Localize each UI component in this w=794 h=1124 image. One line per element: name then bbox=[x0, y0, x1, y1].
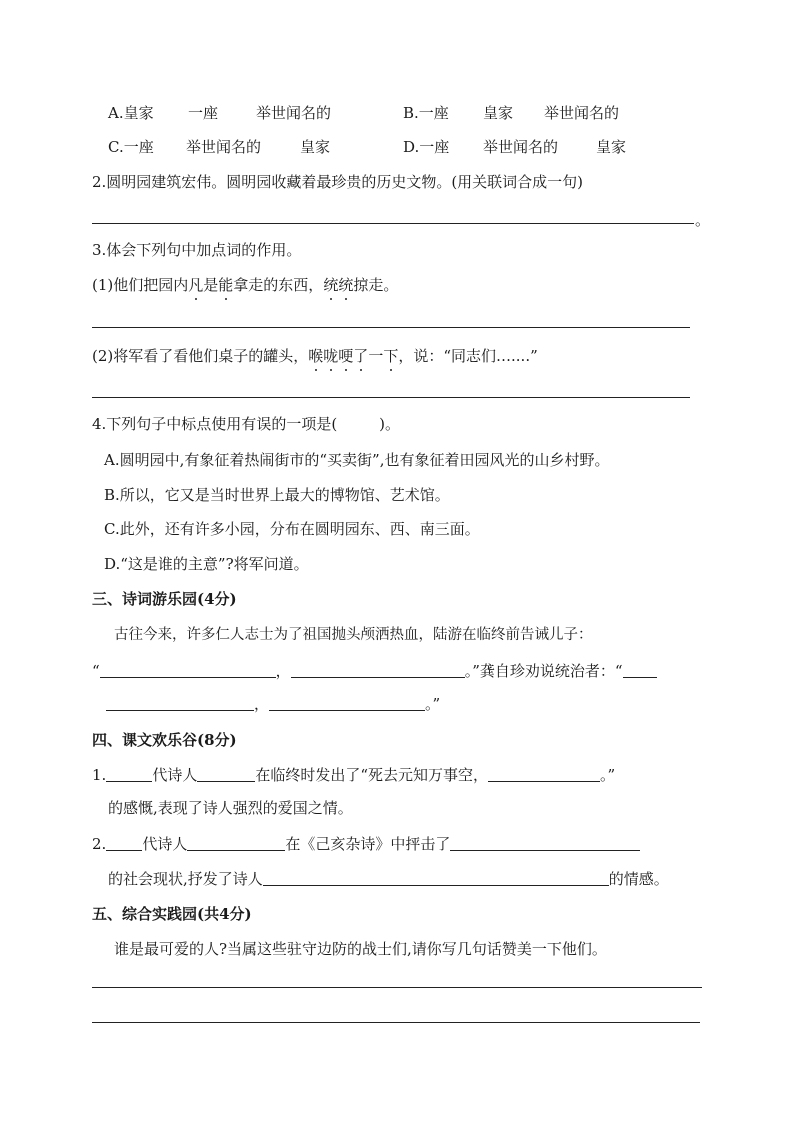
section-5-title: 五、综合实践园(共4分) bbox=[92, 905, 252, 923]
section-3-text: 古往今来，许多仁人志士为了祖国抛头颅洒热血，陆游在临终前告诫儿子： bbox=[114, 627, 593, 643]
fill-blank[interactable] bbox=[488, 765, 600, 782]
q2-period: 。 bbox=[695, 211, 711, 229]
dotted-char: 能 bbox=[218, 276, 234, 294]
q1-option-d: D.一座 举世闻名的 皇家 bbox=[403, 138, 627, 156]
section-3-blanks-row-1: “ ， 。”龚自珍劝说统治者：“ bbox=[92, 661, 657, 681]
q3-prompt: 3.体会下列句中加点词的作用。 bbox=[92, 241, 302, 259]
section-3-title: 三、诗词游乐园(4分) bbox=[92, 590, 237, 608]
section-5-answer-line-2[interactable] bbox=[92, 1022, 700, 1023]
q2-prompt: 2.圆明园建筑宏伟。圆明园收藏着最珍贵的历史文物。(用关联词合成一句) bbox=[92, 173, 584, 191]
fill-blank[interactable] bbox=[106, 765, 152, 782]
dotted-char: 喉 bbox=[308, 347, 324, 365]
poem-blank[interactable] bbox=[100, 661, 276, 678]
q4-option-b: B.所以，它又是当时世界上最大的博物馆、艺术馆。 bbox=[104, 486, 450, 504]
section-4-item-2-line-2: 的社会现状,抒发了诗人 的情感。 bbox=[108, 870, 669, 888]
dotted-char: 下 bbox=[383, 347, 399, 365]
dotted-char: 统 bbox=[338, 276, 354, 294]
q4-option-a: A.圆明园中,有象征着热闹街市的“买卖街”,也有象征着田园风光的山乡村野。 bbox=[104, 451, 610, 469]
section-3-blanks-row-2: ， 。” bbox=[106, 694, 440, 714]
dotted-char: 了 bbox=[353, 347, 369, 365]
fill-blank[interactable] bbox=[263, 869, 609, 886]
poem-blank[interactable] bbox=[623, 661, 657, 678]
fill-blank[interactable] bbox=[450, 834, 640, 851]
section-4-title: 四、课文欢乐谷(8分) bbox=[92, 731, 237, 749]
dotted-char: 咙 bbox=[323, 347, 339, 365]
q1-option-c: C.一座 举世闻名的 皇家 bbox=[108, 138, 331, 156]
section-5-prompt: 谁是最可爱的人?当属这些驻守边防的战士们,请你写几句话赞美一下他们。 bbox=[114, 940, 607, 958]
q3-answer-line-1[interactable] bbox=[92, 327, 690, 328]
q3-answer-line-2[interactable] bbox=[92, 397, 690, 398]
q3-sentence-2: (2)将军看了看他们桌子的罐头，喉咙哽了一下，说：“同志们…....” bbox=[92, 347, 538, 365]
q1-option-a: A.皇家 一座 举世闻名的 bbox=[108, 104, 332, 122]
q2-answer-line[interactable] bbox=[92, 223, 694, 224]
q4-prompt: 4.下列句子中标点使用有误的一项是( )。 bbox=[92, 415, 401, 433]
section-4-item-1: 1. 代诗人 在临终时发出了“死去元知万事空， 。” bbox=[92, 766, 616, 784]
q4-option-d: D.“这是谁的主意”?将军问道。 bbox=[104, 555, 309, 573]
q1-option-b: B.一座 皇家 举世闻名的 bbox=[403, 104, 620, 122]
fill-blank[interactable] bbox=[197, 765, 255, 782]
fill-blank[interactable] bbox=[106, 834, 142, 851]
dotted-char: 凡 bbox=[188, 276, 204, 294]
section-4-item-2: 2. 代诗人 在《己亥杂诗》中抨击了 bbox=[92, 834, 640, 854]
dotted-char: 哽 bbox=[338, 347, 354, 365]
poem-blank[interactable] bbox=[291, 661, 465, 678]
poem-blank[interactable] bbox=[269, 694, 425, 711]
q4-option-c: C.此外，还有许多小园，分布在圆明园东、西、南三面。 bbox=[104, 520, 480, 538]
section-5-answer-line-1[interactable] bbox=[92, 987, 702, 988]
poem-blank[interactable] bbox=[106, 694, 254, 711]
section-4-item-1-line-2: 的感慨,表现了诗人强烈的爱国之情。 bbox=[108, 799, 353, 817]
q3-sentence-1: (1)他们把园内凡是能拿走的东西，统统掠走。 bbox=[92, 276, 399, 294]
dotted-char: 统 bbox=[323, 276, 339, 294]
fill-blank[interactable] bbox=[187, 834, 285, 851]
